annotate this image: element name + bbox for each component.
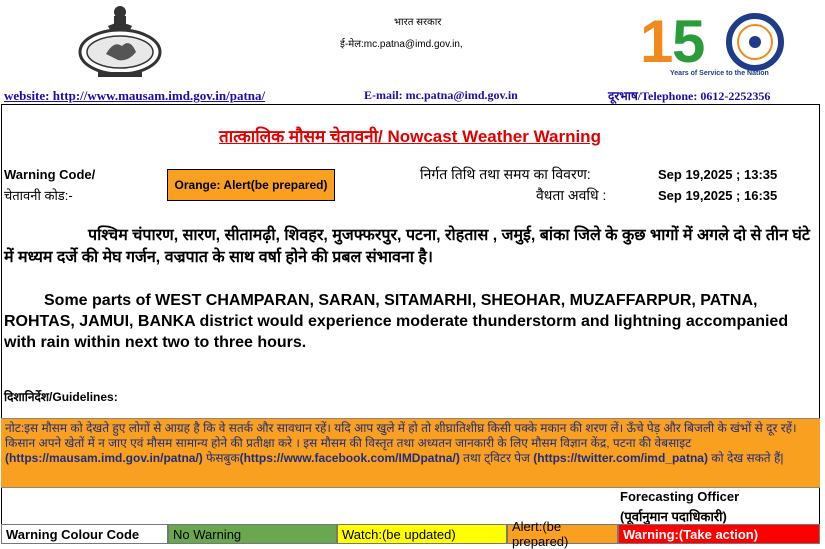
forecasting-officer-en: Forecasting Officer	[620, 489, 740, 504]
imd-emblem-logo	[70, 2, 170, 80]
validity-label: वैधता अवधि :	[536, 187, 607, 203]
header-center	[340, 14, 463, 50]
header-email-line: ई-मेल:mc.patna@imd.gov.in,	[340, 39, 463, 50]
issued-time-value: Sep 19,2025 ; 13:35	[658, 167, 778, 182]
warning-code-badge: Orange: Alert(be prepared)	[167, 169, 335, 201]
imd-150-years-logo	[640, 4, 790, 86]
logo-digit-1: 1	[640, 8, 674, 75]
note-text-3: तथा ट्विटर पेज	[459, 451, 534, 465]
website-link[interactable]	[4, 88, 265, 104]
validity-value: Sep 19,2025 ; 16:35	[658, 188, 778, 203]
legend-title: Warning Colour Code	[1, 524, 168, 544]
warning-code-label-hi: चेतावनी कोड:-	[4, 188, 73, 203]
english-warning-message: Some parts of WEST CHAMPARAN, SARAN, SITAMARHI, SHEOHAR, MUZAFFARPUR, PATNA, ROHTAS, JAMUI, BANKA district would experience moderate thunderstorm and lightning accompanied with rain within next two to three hours.	[4, 292, 789, 351]
note-twitter-link[interactable]: (https://twitter.com/imd_patna)	[533, 451, 708, 465]
issued-time-label: निर्गत तिथि तथा समय का विवरण:	[420, 166, 591, 182]
logo-digit-5: 5	[672, 8, 706, 75]
legend-yellow: Watch:(be updated)	[337, 524, 507, 544]
legend-orange: Alert:(be prepared)	[507, 524, 618, 544]
email-link[interactable]: E-mail: mc.patna@imd.gov.in	[364, 88, 518, 102]
hindi-warning-message: पश्चिम चंपारण, सारण, सीतामढ़ी, शिवहर, मुजफ्फरपुर, पटना, रोहतास , जमुई, बांका जिले के कुछ भागों में अगले दो से तीन घंटे में मध्यम दर्जे की मेघ गर्जन, वज्रपात के साथ वर्षा होने की प्रबल संभावना है।	[4, 227, 810, 266]
legend-red: Warning:(Take action)	[618, 524, 820, 544]
website-link-text[interactable]: website: http://www.mausam.imd.gov.in/patna/	[4, 88, 266, 103]
note-text-2: फेसबुक	[202, 451, 240, 465]
note-text-4: को देख सकते हैं|	[707, 451, 784, 465]
gov-title: भारत सरकार	[394, 17, 442, 28]
warning-code-label-en: Warning Code/	[4, 167, 96, 182]
page-title: तात्कालिक मौसम चेतावनी/ Nowcast Weather Warning	[219, 127, 601, 146]
logo-150-caption: Years of Service to the Nation	[670, 70, 769, 77]
note-website-link[interactable]: (https://mausam.imd.gov.in/patna/)	[5, 451, 203, 465]
guidelines-label: दिशानिर्देश/Guidelines:	[4, 390, 118, 404]
legend-green: No Warning	[168, 524, 337, 544]
note-facebook-link[interactable]: (https://www.facebook.com/IMDpatna/)	[239, 451, 460, 465]
guidelines-note	[1, 418, 820, 488]
warning-colour-legend	[1, 519, 820, 549]
note-text-1: नोट:इस मौसम को देखते हुए लोगों से आग्रह है कि वे सतर्क और सावधान रहें। यदि आप खुले में हो तो शीघ्रातिशीघ्र किसी पक्के मकान की शरण लें। ऊँचे पेड़ और बिजली के खंभों से दूर रहें। किसान अपने खेतों में न जाए एवं मौसम सामान्य होने की प्रतीक्षा करे । इस मौसम की विस्तृत तथा अध्यतन जानकारी के लिए मौसम विज्ञान केंद्र, पटना की वेबसाइट	[5, 421, 797, 450]
forecasting-officer-hi: (पूर्वानुमान पदाधिकारी)	[620, 509, 727, 524]
phone-number: दूरभाष/Telephone: 0612-2252356	[608, 89, 771, 103]
